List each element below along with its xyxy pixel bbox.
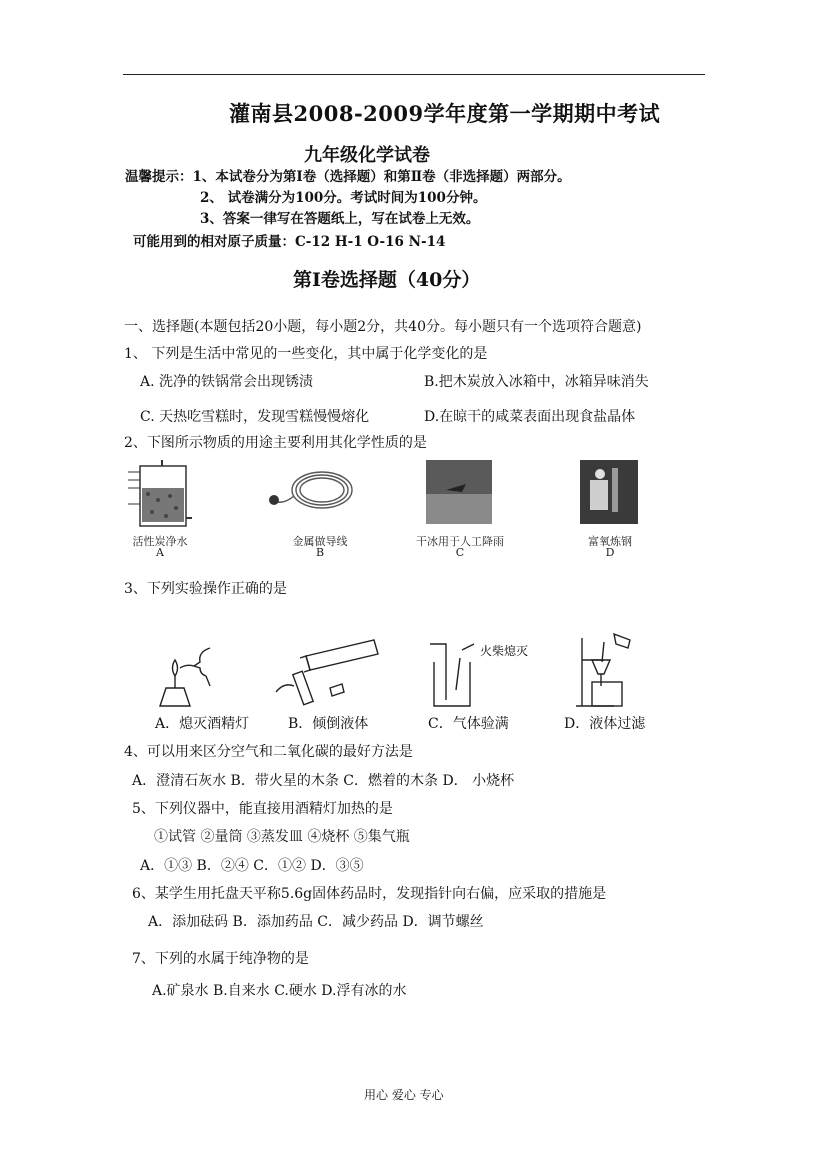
q3-option-a: A．熄灭酒精灯 xyxy=(155,716,250,732)
exam-title: 灌南县2008-2009学年度第一学期期中考试 xyxy=(229,101,661,126)
steelmaking-photo-icon xyxy=(580,460,638,524)
q6-stem: 6、某学生用托盘天平称5.6g固体药品时，发现指针向右偏，应采取的措施是 xyxy=(132,886,607,902)
section-title: 第Ⅰ卷选择题（40分） xyxy=(293,269,481,291)
header-rule xyxy=(123,74,705,75)
q2-caption-b: 金属做导线 xyxy=(292,535,348,548)
q1-option-d: D.在晾干的咸菜表面出现食盐晶体 xyxy=(424,409,636,425)
q7-options: A.矿泉水 B.自来水 C.硬水 D.浮有冰的水 xyxy=(152,983,407,999)
q1-option-c: C. 天热吃雪糕时，发现雪糕慢慢熔化 xyxy=(140,409,370,425)
q2-caption-d: 富氧炼钢 xyxy=(588,535,632,548)
q2-letter-c: C xyxy=(455,546,465,559)
q4-options: A．澄清石灰水 B．带火星的木条 C．燃着的木条 D． 小烧杯 xyxy=(132,773,515,789)
filtration-setup-icon xyxy=(574,630,640,710)
pour-liquid-icon xyxy=(270,636,388,710)
q2-letter-a: A xyxy=(156,546,164,559)
gas-jar-match-icon xyxy=(424,640,480,710)
q5-items: ①试管 ②量筒 ③蒸发皿 ④烧杯 ⑤集气瓶 xyxy=(154,829,410,845)
q4-stem: 4、可以用来区分空气和二氧化碳的最好方法是 xyxy=(124,744,413,760)
q3-stem: 3、下列实验操作正确的是 xyxy=(124,581,287,597)
q5-options: A．①③ B．②④ C．①② D．③⑤ xyxy=(140,858,364,874)
q3-option-c: C．气体验满 xyxy=(428,716,509,732)
q2-letter-d: D xyxy=(605,546,615,559)
dry-ice-photo-icon xyxy=(426,460,492,524)
q2-letter-b: B xyxy=(315,546,325,559)
q1-option-b: B.把木炭放入冰箱中，冰箱异味消失 xyxy=(424,374,649,390)
q2-caption-c: 干冰用于人工降雨 xyxy=(416,535,504,548)
q1-option-a: A. 洗净的铁锅常会出现锈渍 xyxy=(140,374,314,390)
q2-caption-a: 活性炭净水 xyxy=(132,535,188,548)
tip-line-2: 2、 试卷满分为100分。考试时间为100分钟。 xyxy=(200,190,487,206)
tip-line-1: 温馨提示：1、本试卷分为第Ⅰ卷（选择题）和第Ⅱ卷（非选择题）两部分。 xyxy=(125,169,571,185)
water-filter-icon xyxy=(126,458,194,530)
q3-option-b: B．倾倒液体 xyxy=(288,716,369,732)
tip-line-3: 3、答案一律写在答题纸上，写在试卷上无效。 xyxy=(200,211,480,227)
q6-options: A．添加砝码 B．添加药品 C．减少药品 D．调节螺丝 xyxy=(148,914,484,930)
q1-stem: 1、 下列是生活中常见的一些变化，其中属于化学变化的是 xyxy=(124,346,488,362)
q7-stem: 7、下列的水属于纯净物的是 xyxy=(132,951,309,967)
match-out-label: 火柴熄灭 xyxy=(480,644,529,658)
exam-subtitle: 九年级化学试卷 xyxy=(304,145,430,166)
alcohol-lamp-blow-icon xyxy=(150,640,230,710)
q5-stem: 5、下列仪器中，能直接用酒精灯加热的是 xyxy=(132,801,393,817)
q3-option-d: D．液体过滤 xyxy=(564,716,646,732)
wire-coil-icon xyxy=(264,466,356,522)
part-intro: 一、选择题(本题包括20小题，每小题2分，共40分。每小题只有一个选项符合题意) xyxy=(124,319,642,335)
q2-stem: 2、下图所示物质的用途主要利用其化学性质的是 xyxy=(124,435,427,451)
atomic-mass-line: 可能用到的相对原子质量：C-12 H-1 O-16 N-14 xyxy=(133,234,446,250)
page-footer: 用心 爱心 专心 xyxy=(364,1088,444,1102)
